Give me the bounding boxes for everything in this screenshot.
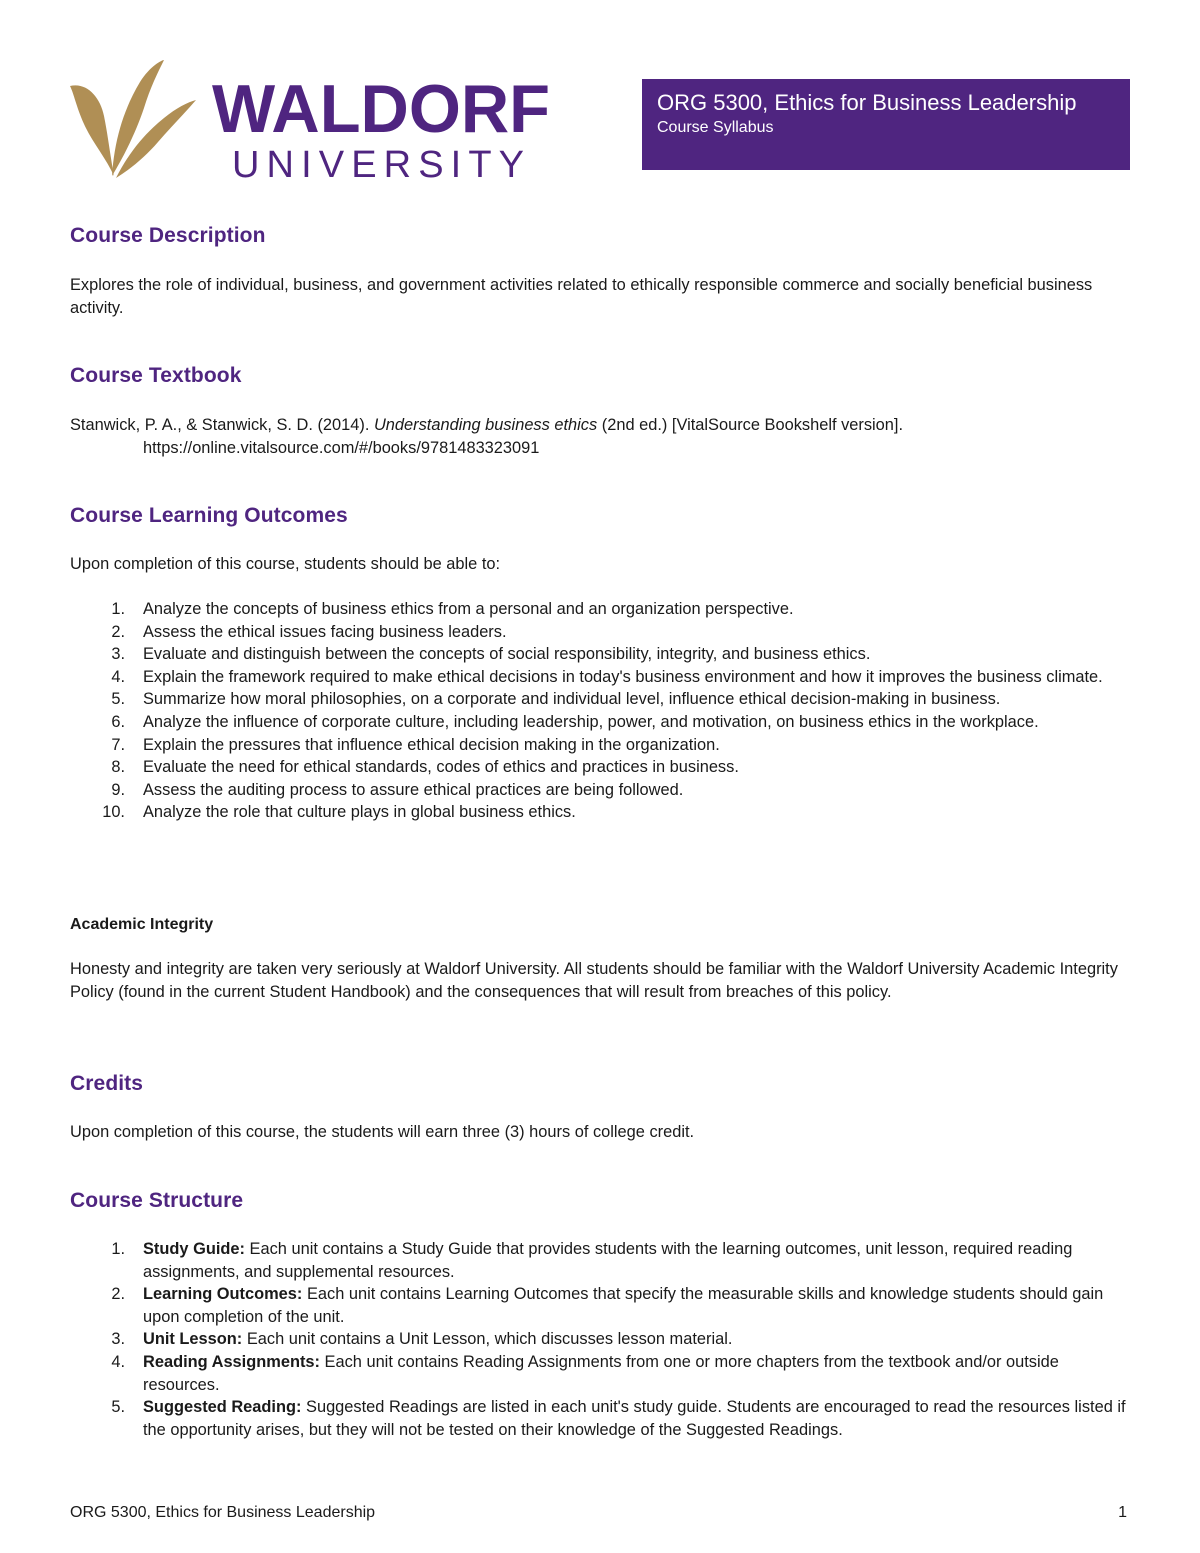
learning-outcome-item — [70, 711, 1132, 734]
structure-term: Study Guide: — [143, 1240, 245, 1258]
learning-outcome-item — [70, 801, 1132, 824]
textbook-edition: (2nd ed.) [VitalSource Bookshelf version]. — [597, 416, 904, 434]
learning-outcome-text: Analyze the concepts of business ethics from a personal and an organization perspective. — [143, 600, 794, 618]
list-number: 5. — [111, 1398, 125, 1417]
academic-integrity-heading: Academic Integrity — [70, 916, 214, 933]
page-footer — [70, 1503, 1130, 1523]
textbook-reference — [70, 414, 1132, 460]
learning-outcome-item — [70, 666, 1132, 689]
course-structure-list — [70, 1238, 1132, 1441]
learning-outcome-text: Explain the framework required to make ethical decisions in today's business environment and how it improves the business climate. — [143, 667, 1103, 686]
structure-description: Each unit contains Learning Outcomes that specify the measurable skills and knowledge students should gain upon completion of the unit. — [143, 1285, 1104, 1326]
list-number: 4. — [111, 667, 125, 686]
academic-integrity-body: Honesty and integrity are taken very seriously at Waldorf University. All students should be familiar with the Waldorf University Academic Integrity Policy (found in the current Student Handbook) and the consequences that will result from breaches of this policy. — [70, 960, 1118, 1001]
learning-outcome-text: Evaluate and distinguish between the concepts of social responsibility, integrity, and business ethics. — [143, 645, 871, 664]
logo-leaf-left — [70, 85, 114, 176]
learning-outcome-item — [70, 779, 1132, 802]
course-header-box — [642, 79, 1130, 170]
learning-outcome-text: Assess the ethical issues facing business leaders. — [143, 622, 507, 641]
structure-description: Each unit contains a Unit Lesson, which discusses lesson material. — [242, 1330, 733, 1349]
course-structure-item — [70, 1238, 1132, 1283]
structure-description: Each unit contains a Study Guide that provides students with the learning outcomes, unit lesson, required reading assignments, and supplemental resources. — [143, 1240, 1073, 1281]
list-number: 5. — [111, 690, 125, 709]
logo-submark: UNIVERSITY — [232, 144, 524, 184]
learning-outcome-item — [70, 756, 1132, 779]
learning-outcome-text: Assess the auditing process to assure ethical practices are being followed. — [143, 780, 684, 799]
course-textbook-heading: Course Textbook — [70, 364, 242, 387]
list-number: 1. — [111, 600, 125, 618]
structure-term: Suggested Reading: — [143, 1398, 302, 1417]
credits-body: Upon completion of this course, the students will earn three (3) hours of college credit. — [70, 1123, 695, 1141]
learning-outcomes-list — [70, 598, 1132, 824]
course-title: ORG 5300, Ethics for Business Leadership — [657, 90, 1077, 115]
structure-term: Learning Outcomes: — [143, 1285, 303, 1304]
list-number: 9. — [111, 780, 125, 799]
course-structure-item — [70, 1283, 1132, 1328]
course-subtitle: Course Syllabus — [657, 119, 774, 136]
learning-outcomes-heading: Course Learning Outcomes — [70, 504, 348, 527]
textbook-url[interactable]: https://online.vitalsource.com/#/books/9781483323091 — [143, 439, 540, 457]
course-structure-item — [70, 1328, 1132, 1351]
list-number: 2. — [111, 622, 125, 641]
learning-outcome-item — [70, 598, 1132, 621]
learning-outcomes-intro: Upon completion of this course, students should be able to: — [70, 555, 501, 573]
structure-term: Unit Lesson: — [143, 1330, 243, 1349]
list-number: 8. — [111, 758, 125, 777]
learning-outcome-item — [70, 643, 1132, 666]
list-number: 10. — [102, 803, 125, 822]
course-description-heading: Course Description — [70, 224, 266, 247]
course-structure-heading: Course Structure — [70, 1189, 244, 1212]
logo-wordmark: WALDORF — [212, 71, 550, 147]
course-description-body: Explores the role of individual, business, and government activities related to ethically responsible commerce and socially beneficial business activity. — [70, 276, 1093, 317]
textbook-title: Understanding business ethics — [373, 416, 598, 434]
learning-outcome-text: Evaluate the need for ethical standards, codes of ethics and practices in business. — [143, 758, 739, 777]
learning-outcome-text: Summarize how moral philosophies, on a corporate and individual level, influence ethical decision-making in business. — [143, 690, 1001, 709]
credits-heading: Credits — [70, 1072, 144, 1095]
learning-outcome-text: Analyze the role that culture plays in global business ethics. — [143, 803, 576, 822]
learning-outcome-text: Explain the pressures that influence ethical decision making in the organization. — [143, 735, 720, 754]
structure-description: Suggested Readings are listed in each unit's study guide. Students are encouraged to read the resources listed if the opportunity arises, but they will not be tested on their knowledge of the Suggested Readings. — [143, 1398, 1126, 1439]
structure-term: Reading Assignments: — [143, 1352, 320, 1371]
learning-outcome-item — [70, 734, 1132, 757]
textbook-authors: Stanwick, P. A., & Stanwick, S. D. (2014). — [70, 416, 374, 434]
list-number: 6. — [111, 712, 125, 731]
list-number: 3. — [111, 1330, 125, 1349]
structure-description: Each unit contains Reading Assignments from one or more chapters from the textbook and/or outside resources. — [143, 1352, 1059, 1394]
list-number: 2. — [111, 1285, 125, 1304]
logo-graphic — [66, 58, 556, 184]
list-number: 1. — [111, 1240, 125, 1258]
list-number: 7. — [111, 735, 125, 754]
learning-outcome-text: Analyze the influence of corporate culture, including leadership, power, and motivation, on business ethics in the workplace. — [143, 712, 1039, 731]
footer-course: ORG 5300, Ethics for Business Leadership — [70, 1504, 376, 1521]
course-structure-item — [70, 1396, 1132, 1441]
list-number: 3. — [111, 645, 125, 664]
course-structure-item — [70, 1351, 1132, 1396]
page-number: 1 — [1118, 1504, 1127, 1521]
university-logo — [66, 58, 556, 184]
learning-outcome-item — [70, 621, 1132, 644]
list-number: 4. — [111, 1352, 125, 1371]
learning-outcome-item — [70, 688, 1132, 711]
